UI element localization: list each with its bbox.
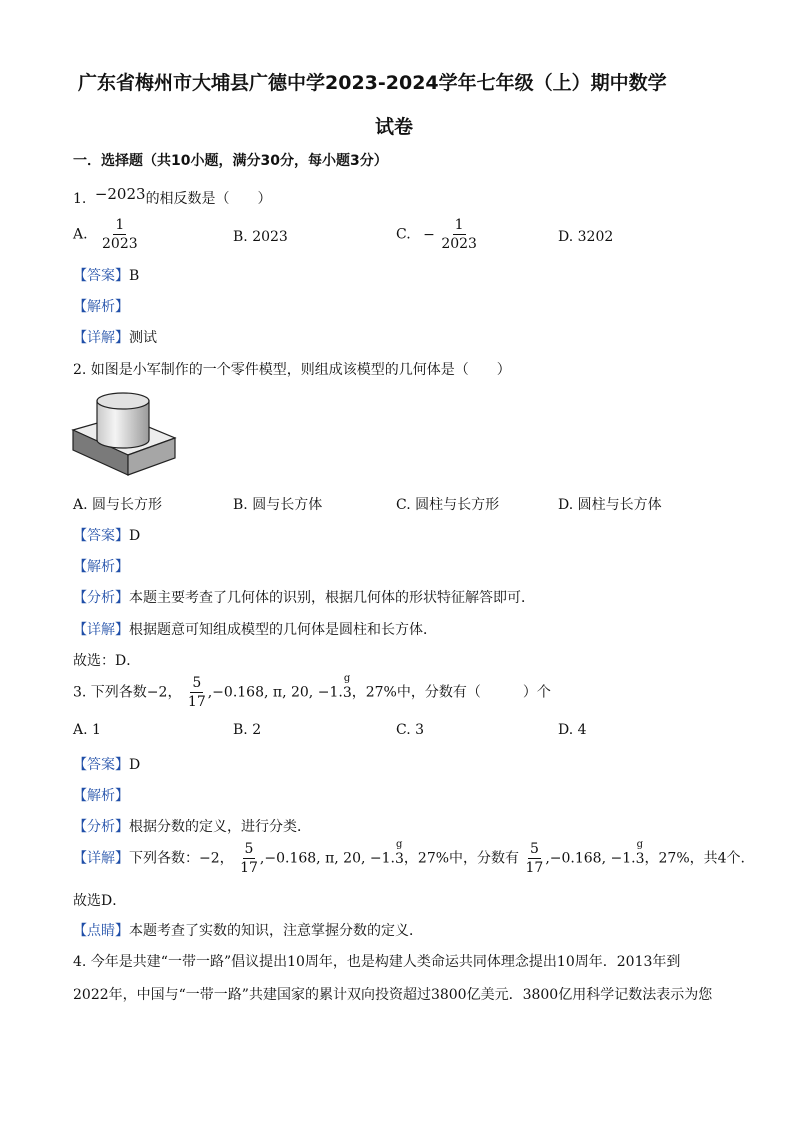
denominator: 17 <box>187 694 206 710</box>
q3-conclusion: 故选D． <box>73 893 127 909</box>
numerator: 5 <box>192 675 202 691</box>
question-suffix: ，27%中，分数有（ ）个 <box>351 684 551 701</box>
q2-conclusion: 故选：D． <box>73 653 141 669</box>
option-label: A. <box>73 226 88 243</box>
number-sequence: ,−0.168, −1. <box>545 850 636 867</box>
question-prefix: 3. 下列各数−2， <box>73 684 182 701</box>
dianjing-tag: 【点睛】 <box>73 923 129 939</box>
q3-detail-line <box>73 838 745 876</box>
fenxi-tag: 【分析】 <box>73 819 129 835</box>
answer-tag: 【答案】 <box>73 528 129 544</box>
option-b: B. 2023 <box>233 229 288 245</box>
denominator: 2023 <box>102 236 138 252</box>
numerator: 1 <box>454 217 464 233</box>
analysis-tag: 【解析】 <box>73 299 129 315</box>
detail-tag: 【详解】 <box>73 622 129 638</box>
q3-answer-line <box>73 754 140 774</box>
q3-fenxi-line <box>73 816 311 836</box>
fraction <box>102 218 138 251</box>
detail-prefix: 下列各数：−2， <box>129 850 234 867</box>
question-3 <box>73 672 551 710</box>
q2-detail-line <box>73 619 437 639</box>
detail-line <box>73 327 157 347</box>
q3-dianjing-line <box>73 920 423 940</box>
fraction <box>526 842 544 875</box>
question-number: 1. <box>73 191 87 207</box>
fenxi-text: 本题主要考查了几何体的识别，根据几何体的形状特征解答即可． <box>129 590 535 606</box>
numerator: 5 <box>244 841 254 857</box>
question-text: 的相反数是（ ） <box>145 191 272 207</box>
repeat-mark: g <box>396 838 403 850</box>
answer-value: D <box>129 528 141 544</box>
repeating-decimal <box>635 838 645 867</box>
number-sequence: ,−0.168, π, 20, −1. <box>207 684 343 701</box>
question-4-line-2: 2022年，中国与“一带一路”共建国家的累计双向投资超过3800亿美元．3800亿用科学记数法表示为您 <box>73 987 713 1003</box>
answer-tag: 【答案】 <box>73 268 129 284</box>
question-2: 2. 如图是小军制作的一个零件模型，则组成该模型的几何体是（ ） <box>73 362 511 378</box>
q3-analysis-tag: 【解析】 <box>73 788 129 804</box>
denominator: 2023 <box>441 236 477 252</box>
numerator: 1 <box>115 217 125 233</box>
q3-option-a: A. 1 <box>73 722 101 738</box>
q2-option-d: D. 圆柱与长方体 <box>558 497 662 513</box>
detail-tag: 【详解】 <box>73 330 129 346</box>
fraction <box>441 218 477 251</box>
detail-suffix: ，27%，共4个. <box>644 850 745 867</box>
dianjing-text: 本题考查了实数的知识，注意掌握分数的定义． <box>129 923 423 939</box>
repeating-decimal <box>342 672 352 701</box>
answer-tag: 【答案】 <box>73 757 129 773</box>
q3-option-c: C. 3 <box>396 722 425 738</box>
denominator: 17 <box>525 860 544 876</box>
question-1 <box>73 185 272 208</box>
numerator: 5 <box>529 841 539 857</box>
fraction <box>240 842 258 875</box>
detail-text: 根据题意可知组成模型的几何体是圆柱和长方体． <box>129 622 437 638</box>
repeat-digit: 3 <box>342 684 352 701</box>
detail-tag: 【详解】 <box>73 850 129 867</box>
q2-option-c: C. 圆柱与长方形 <box>396 497 500 513</box>
detail-mid: ，27%中，分数有 <box>403 850 520 867</box>
section-heading: 一．选择题（共10小题，满分30分，每小题3分） <box>73 153 388 169</box>
part-model-figure <box>70 388 180 483</box>
q2-option-b: B. 圆与长方体 <box>233 497 323 513</box>
denominator: 17 <box>240 860 258 876</box>
fenxi-tag: 【分析】 <box>73 590 129 606</box>
repeat-mark: g <box>636 838 643 850</box>
title-line-2: 试卷 <box>375 116 414 138</box>
option-label: C. <box>396 226 411 243</box>
option-c <box>396 218 479 251</box>
q2-option-a: A. 圆与长方形 <box>73 497 163 513</box>
repeat-mark: g <box>343 672 351 684</box>
option-d: D. 3202 <box>558 229 614 245</box>
detail-text: 测试 <box>129 330 157 346</box>
q2-analysis-tag: 【解析】 <box>73 559 129 575</box>
fraction <box>188 676 206 709</box>
question-4-line-1: 4. 今年是共建“一带一路”倡议提出10周年，也是构建人类命运共同体理念提出10周年．2013年到 <box>73 954 681 970</box>
answer-line <box>73 265 139 285</box>
title-line-1: 广东省梅州市大埔县广德中学2023-2024学年七年级（上）期中数学 <box>78 72 667 94</box>
option-a <box>73 218 140 251</box>
answer-value: B <box>129 268 140 284</box>
repeat-digit: 3 <box>635 850 645 867</box>
fenxi-text: 根据分数的定义，进行分类． <box>129 819 311 835</box>
q2-answer-line <box>73 525 140 545</box>
q3-option-d: D. 4 <box>558 722 587 738</box>
minus-sign: − <box>423 226 435 243</box>
answer-value: D <box>129 757 141 773</box>
math-value: −2023 <box>94 185 146 203</box>
number-sequence: ,−0.168, π, 20, −1. <box>259 850 395 867</box>
q3-option-b: B. 2 <box>233 722 262 738</box>
q2-fenxi-line <box>73 587 535 607</box>
repeating-decimal <box>395 838 404 867</box>
repeat-digit: 3 <box>395 850 404 867</box>
